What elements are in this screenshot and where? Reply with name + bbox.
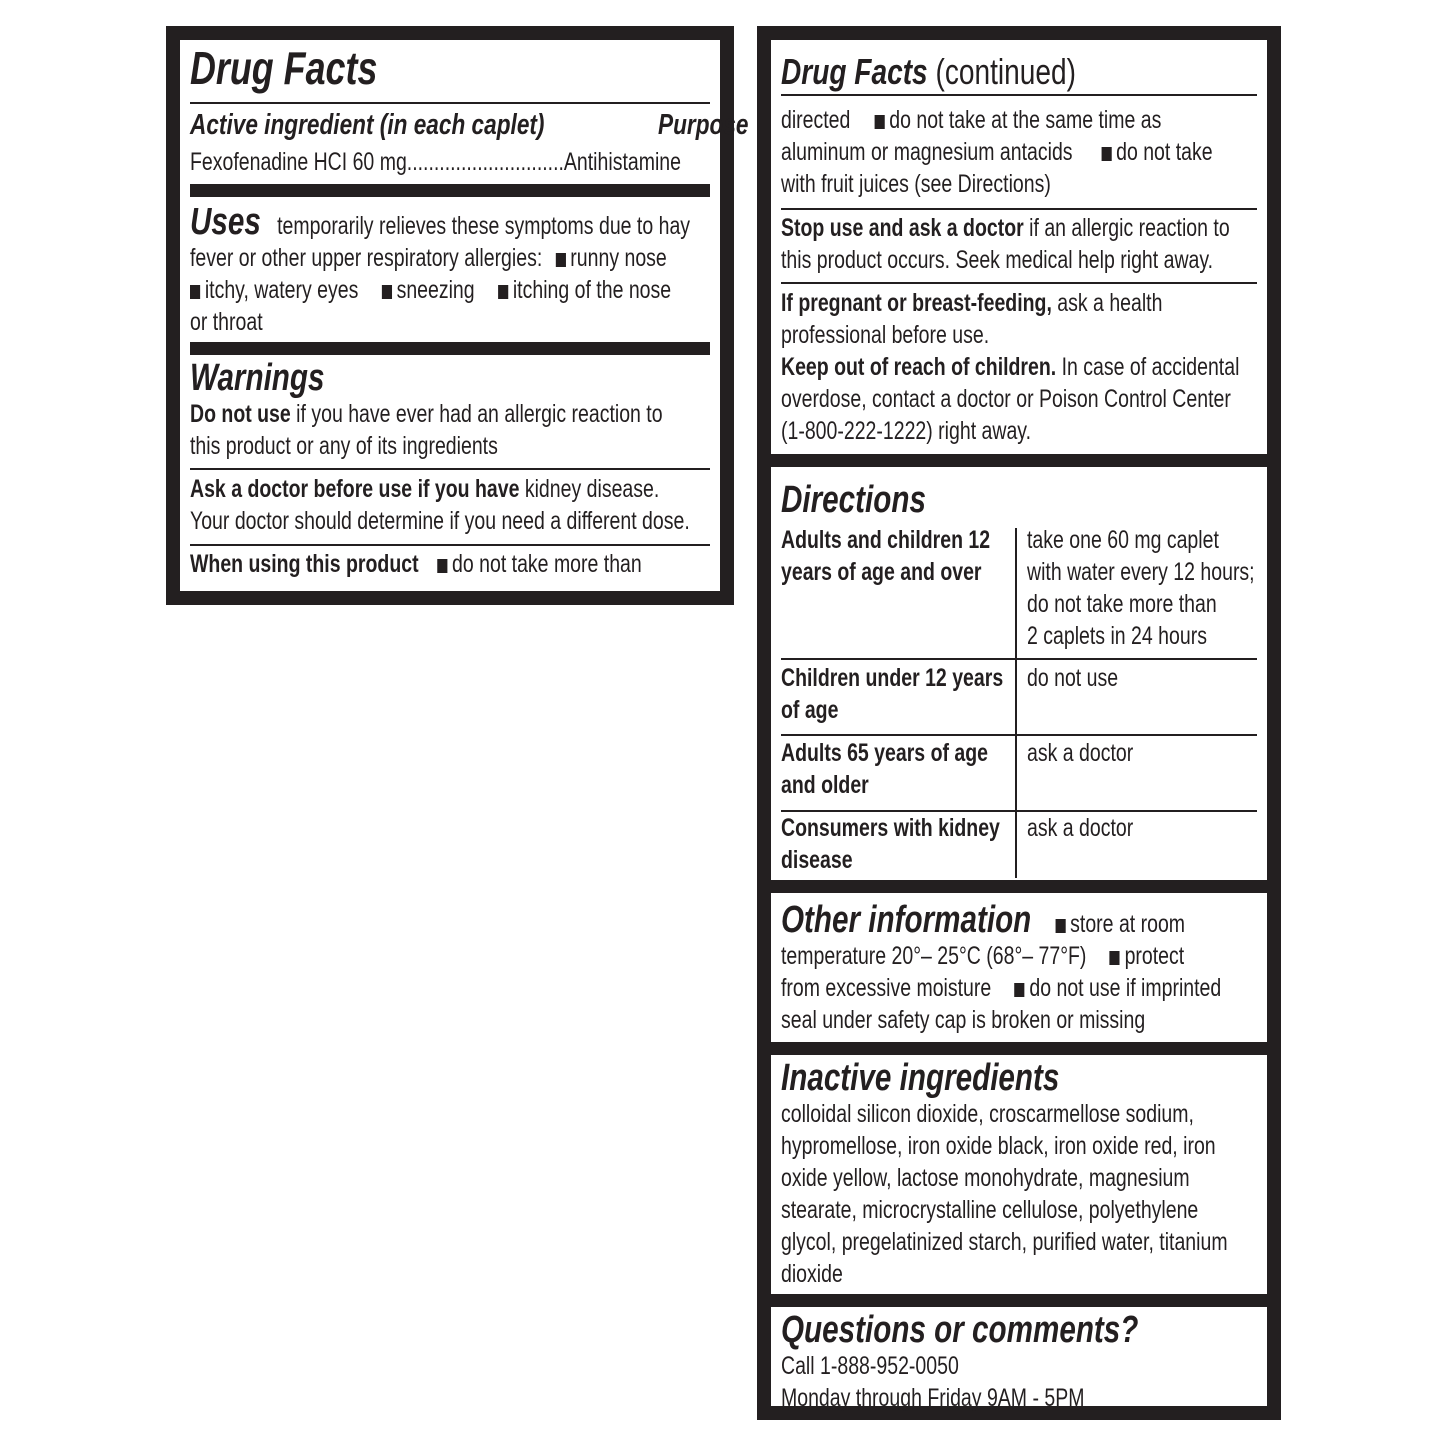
keep-out-line-1: Keep out of reach of children. In case of accidental — [781, 353, 1240, 381]
divider — [781, 282, 1257, 284]
inactive-ingredients-line: glycol, pregelatinized starch, purified water, titanium — [781, 1228, 1228, 1256]
section-bar — [771, 454, 1267, 467]
directions-who: Adults 65 years of age and older — [781, 739, 989, 799]
keep-out-line-2: overdose, contact a doctor or Poison Control Center — [781, 385, 1231, 413]
ingredient-name: Fexofenadine HCI 60 mg — [190, 148, 407, 176]
pregnant-line-1: If pregnant or breast-feeding, ask a health — [781, 289, 1163, 317]
uses-line-3: itchy, watery eyes sneezing itching of the nose — [190, 274, 671, 306]
do-not-use-line-1: Do not use if you have ever had an allergic reaction to — [190, 400, 663, 428]
directions-what: ask a doctor — [1027, 739, 1134, 767]
uses-line-1: Uses temporarily relieves these symptoms due to hay — [190, 201, 691, 243]
divider — [781, 658, 1257, 660]
active-ingredient-line — [190, 146, 681, 178]
leader-dots: ............................. — [406, 148, 564, 176]
bullet-icon — [1055, 919, 1065, 933]
continued-line-1: directed do not take at the same time as — [781, 106, 1162, 134]
directions-what: do not use — [1027, 664, 1119, 692]
inactive-ingredients-line: dioxide — [781, 1260, 843, 1288]
purpose-header: Purpose — [657, 109, 749, 141]
inactive-ingredients-line: hypromellose, iron oxide black, iron oxide red, iron — [781, 1132, 1216, 1160]
uses-line-4: or throat — [190, 308, 263, 336]
inactive-ingredients-line: stearate, microcrystalline cellulose, polyethylene — [781, 1196, 1199, 1224]
questions-phone: Call 1-888-952-0050 — [781, 1352, 959, 1380]
continued-line-3: with fruit juices (see Directions) — [781, 170, 1051, 198]
warnings-title: Warnings — [190, 357, 325, 399]
section-bar — [190, 184, 710, 197]
bullet-icon — [190, 285, 200, 299]
bullet-icon — [1015, 983, 1025, 997]
divider — [781, 734, 1257, 736]
bullet-icon — [382, 285, 392, 299]
directions-who: Consumers with kidney disease — [781, 814, 1000, 874]
table-column-divider — [1015, 528, 1017, 878]
section-bar — [771, 1042, 1267, 1055]
other-info-line-3: from excessive moisture do not use if imprinted — [781, 974, 1222, 1002]
bullet-icon — [498, 285, 508, 299]
stop-use-line-2: this product occurs. Seek medical help right away. — [781, 246, 1214, 274]
inactive-ingredients-list — [781, 1098, 1228, 1290]
directions-who: Adults and children 12 years of age and over — [781, 526, 991, 586]
drug-facts-panel-right — [757, 26, 1281, 1420]
when-using-line: When using this product do not take more than — [190, 550, 642, 578]
divider — [781, 94, 1257, 96]
uses-title: Uses — [190, 201, 261, 243]
inactive-ingredients-title: Inactive ingredients — [781, 1057, 1060, 1099]
bullet-icon — [1110, 951, 1120, 965]
other-info-line-4: seal under safety cap is broken or missing — [781, 1006, 1146, 1034]
ask-doctor-line-1: Ask a doctor before use if you have kidney disease. — [190, 475, 660, 503]
bullet-icon — [874, 115, 884, 129]
directions-who: Children under 12 years of age — [781, 664, 1004, 724]
stop-use-line-1: Stop use and ask a doctor if an allergic reaction to — [781, 214, 1230, 242]
directions-what: ask a doctor — [1027, 814, 1134, 842]
inactive-ingredients-line: colloidal silicon dioxide, croscarmellose sodium, — [781, 1100, 1194, 1128]
divider — [190, 544, 710, 546]
continued-line-2: aluminum or magnesium antacids do not take — [781, 138, 1213, 166]
divider — [190, 468, 710, 470]
section-bar — [771, 1294, 1267, 1307]
bullet-icon — [1101, 147, 1111, 161]
ask-doctor-line-2: Your doctor should determine if you need a different dose. — [190, 507, 690, 535]
inactive-ingredients-line: oxide yellow, lactose monohydrate, magnesium — [781, 1164, 1190, 1192]
other-info-line-2: temperature 20°– 25°C (68°– 77°F) protect — [781, 942, 1185, 970]
drug-facts-title: Drug Facts — [190, 42, 378, 94]
uses-line-2: fever or other upper respiratory allergies: runny nose — [190, 244, 667, 272]
section-bar — [190, 342, 710, 355]
do-not-use-line-2: this product or any of its ingredients — [190, 432, 498, 460]
directions-title: Directions — [781, 479, 926, 521]
ingredient-purpose: Antihistamine — [563, 148, 681, 176]
drug-facts-continued-title: Drug Facts (continued) — [781, 51, 1076, 92]
section-bar — [771, 880, 1267, 893]
questions-title: Questions or comments? — [781, 1309, 1139, 1351]
divider — [190, 102, 710, 104]
active-ingredient-header: Active ingredient (in each caplet) — [190, 109, 545, 141]
other-info-title: Other information — [781, 899, 1032, 941]
divider — [781, 208, 1257, 210]
questions-hours: Monday through Friday 9AM - 5PM — [781, 1384, 1085, 1412]
keep-out-line-3: (1-800-222-1222) right away. — [781, 417, 1032, 445]
other-info-line-1: Other information store at room — [781, 899, 1186, 941]
drug-facts-panel-left — [166, 26, 749, 605]
bullet-icon — [555, 253, 565, 267]
bullet-icon — [437, 559, 447, 573]
pregnant-line-2: professional before use. — [781, 321, 990, 349]
directions-what: take one 60 mg caplet with water every 12 hours; do not take more than 2 caplets in 24 hours — [1027, 526, 1255, 650]
